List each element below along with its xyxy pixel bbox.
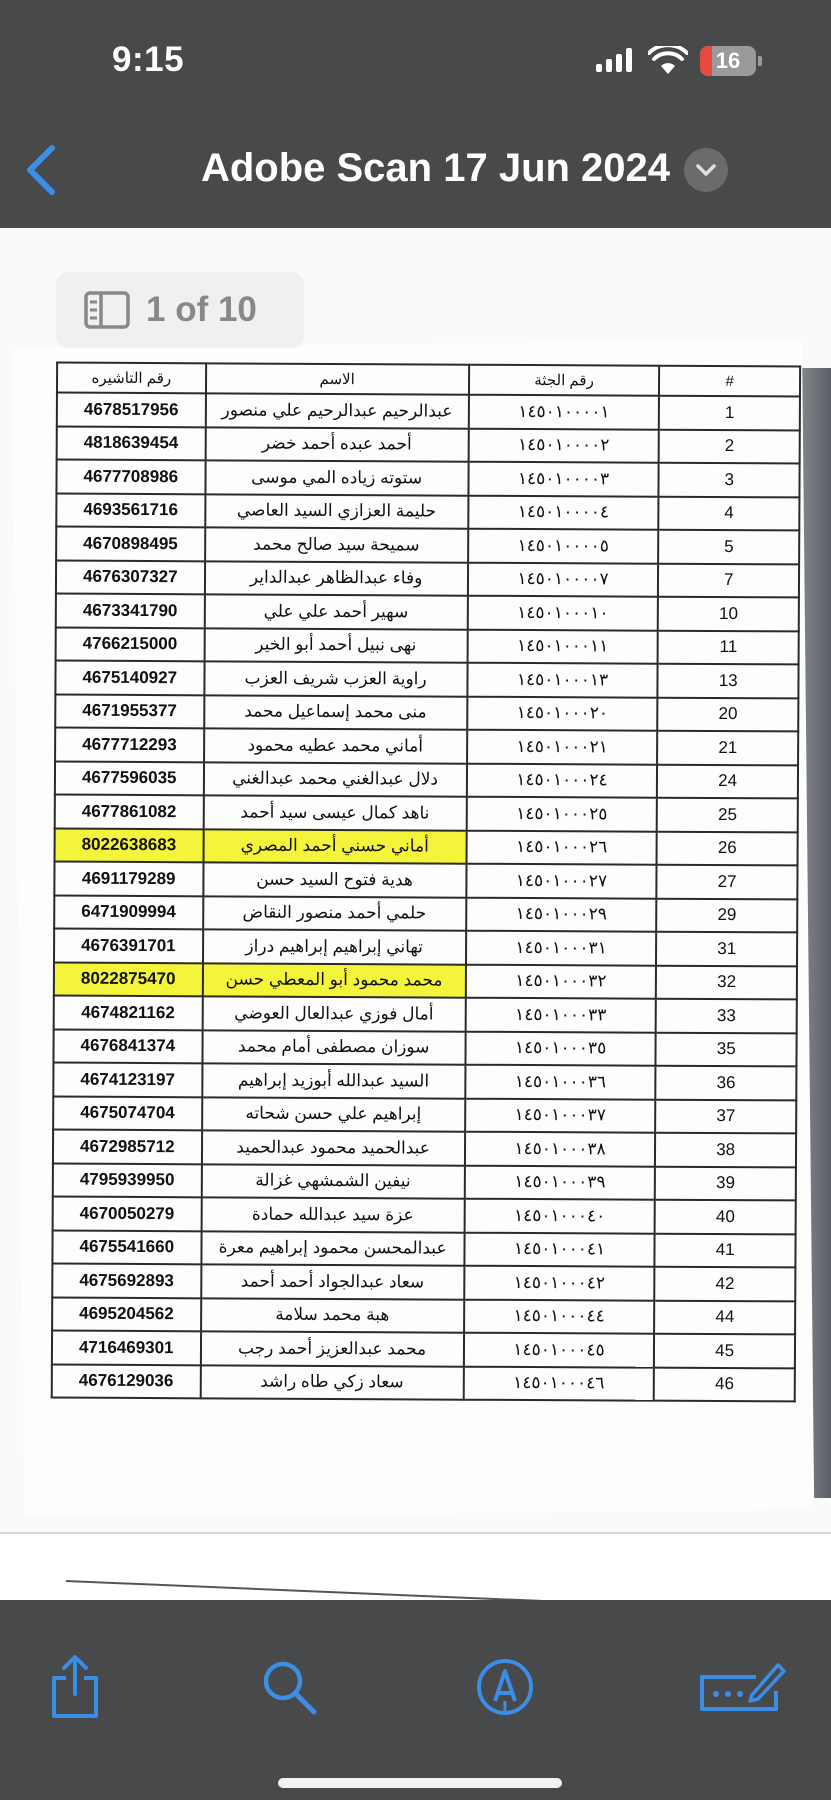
cell-body-number: ١٤٥٠١٠٠٠٣٧: [465, 1098, 656, 1132]
home-indicator[interactable]: [278, 1778, 562, 1788]
cell-tashira: 4818639454: [57, 426, 206, 460]
cell-name: أماني حسني أحمد المصري: [203, 829, 466, 864]
sidebar-toggle-icon: [84, 291, 130, 329]
cell-body-number: ١٤٥٠١٠٠٠٣٢: [465, 964, 656, 998]
share-icon: [48, 1654, 102, 1720]
cell-name: نيفين الشمشهي غزالة: [201, 1164, 464, 1199]
signal-icon: [596, 48, 632, 72]
cell-tashira: 4675541660: [52, 1230, 201, 1264]
cell-tashira: 4677712293: [55, 728, 204, 762]
cell-index: 46: [654, 1367, 795, 1401]
cell-name: محمد عبدالعزيز أحمد رجب: [200, 1331, 463, 1366]
cell-index: 21: [657, 731, 798, 765]
table-row: [52, 1264, 795, 1301]
cell-name: سميحة سيد صالح محمد: [205, 527, 468, 562]
cell-index: 32: [656, 965, 797, 999]
cell-tashira: 4691179289: [54, 862, 203, 896]
document-page-view[interactable]: [0, 228, 831, 1532]
cell-index: 27: [657, 865, 798, 899]
table-row: [56, 560, 799, 597]
cell-index: 2: [659, 429, 800, 463]
status-time: 9:15: [112, 40, 185, 79]
cell-index: 11: [658, 630, 799, 664]
cell-body-number: ١٤٥٠١٠٠٠٢١: [467, 730, 658, 764]
battery-level: 16: [715, 48, 741, 73]
table-row: [52, 1331, 795, 1368]
cell-index: 3: [659, 463, 800, 497]
cell-tashira: 4716469301: [52, 1331, 201, 1365]
cell-body-number: ١٤٥٠١٠٠٠٤٤: [464, 1299, 655, 1333]
table-row: [54, 895, 797, 932]
table-row: [54, 929, 797, 966]
cell-index: 45: [654, 1334, 795, 1368]
table-row: [52, 1297, 795, 1334]
cell-body-number: ١٤٥٠١٠٠٠٢٥: [466, 797, 657, 831]
cell-body-number: ١٤٥٠١٠٠٠١٠: [467, 596, 658, 630]
cell-name: أماني محمد عطيه محمود: [204, 728, 467, 763]
cell-index: 31: [656, 932, 797, 966]
cell-tashira: 4670050279: [53, 1197, 202, 1231]
cell-name: أحمد عبده أحمد خضر: [205, 427, 468, 462]
page-indicator-label: 1 of 10: [146, 290, 257, 329]
cell-index: 26: [657, 831, 798, 865]
cell-body-number: ١٤٥٠١٠٠٠٤٥: [464, 1333, 655, 1367]
cell-index: 4: [659, 496, 800, 530]
document-title-text: Adobe Scan 17 Jun 2024: [200, 146, 671, 190]
cell-index: 33: [656, 999, 797, 1033]
cell-body-number: ١٤٥٠١٠٠٠٤٠: [464, 1199, 655, 1233]
table-row: [57, 393, 800, 430]
table-row: [54, 862, 797, 899]
cell-tashira: 4676391701: [54, 929, 203, 963]
cell-body-number: ١٤٥٠١٠٠٠٤١: [464, 1232, 655, 1266]
table-row: [52, 1364, 795, 1401]
cell-body-number: ١٤٥٠١٠٠٠٠٣: [468, 462, 659, 496]
cell-tashira: 4670898495: [56, 527, 205, 561]
cell-name: سوزان مصطفى أمام محمد: [202, 1030, 465, 1065]
cell-index: 24: [657, 764, 798, 798]
cell-tashira: 4675140927: [55, 661, 204, 695]
cell-name: ستوته زياده المي موسى: [205, 460, 468, 495]
header-body-number: رقم الجثة: [469, 365, 660, 396]
cell-body-number: ١٤٥٠١٠٠٠١١: [467, 629, 658, 663]
cell-index: 7: [658, 563, 799, 597]
table-row: [56, 527, 799, 564]
battery-cap: [758, 56, 762, 66]
cell-tashira: 4676307327: [56, 560, 205, 594]
table-row: [55, 661, 798, 698]
markup-icon: [475, 1657, 535, 1717]
table-row: [54, 996, 797, 1033]
scanned-page: [12, 340, 814, 1518]
table-row: [54, 962, 797, 999]
top-bar: [0, 0, 831, 228]
cell-name: أمال فوزي عبدالعال العوضي: [202, 996, 465, 1031]
cell-name: عبدالحميد محمود عبدالحميد: [202, 1130, 465, 1165]
cell-index: 44: [654, 1300, 795, 1334]
cell-index: 35: [656, 1032, 797, 1066]
cell-index: 38: [655, 1133, 796, 1167]
table-row: [53, 1163, 796, 1200]
header-tashira: رقم التاشيره: [57, 363, 206, 394]
search-icon: [259, 1657, 319, 1717]
table-row: [55, 694, 798, 731]
cell-name: هدية فتوح السيد حسن: [203, 862, 466, 897]
header-name: الاسم: [206, 363, 469, 394]
cell-tashira: 4673341790: [56, 594, 205, 628]
search-button[interactable]: [254, 1652, 324, 1722]
cell-body-number: ١٤٥٠١٠٠٠٢٦: [466, 830, 657, 864]
cell-body-number: ١٤٥٠١٠٠٠٠٢: [468, 428, 659, 462]
cell-name: هبة محمد سلامة: [201, 1298, 464, 1333]
page-indicator[interactable]: [56, 272, 304, 348]
cell-tashira: 4675074704: [53, 1096, 202, 1130]
cell-body-number: ١٤٥٠١٠٠٠٢٩: [466, 897, 657, 931]
table-row: [55, 728, 798, 765]
cell-body-number: ١٤٥٠١٠٠٠٠٤: [468, 495, 659, 529]
table-row: [56, 493, 799, 530]
cell-index: 20: [658, 697, 799, 731]
chevron-down-icon[interactable]: [684, 148, 728, 192]
cell-body-number: ١٤٥٠١٠٠٠٢٤: [467, 763, 658, 797]
cell-index: 37: [656, 1099, 797, 1133]
cell-name: عبدالرحيم عبدالرحيم علي منصور: [205, 393, 468, 428]
cell-name: سهير أحمد علي علي: [204, 594, 467, 629]
cell-tashira: 4676129036: [52, 1364, 201, 1398]
cell-index: 29: [657, 898, 798, 932]
cell-body-number: ١٤٥٠١٠٠٠٠٧: [468, 562, 659, 596]
cell-tashira: 4672985712: [53, 1130, 202, 1164]
table-row: [55, 761, 798, 798]
cell-name: عبدالمحسن محمود إبراهيم معرة: [201, 1231, 464, 1266]
cell-name: دلال عبدالغني محمد عبدالغني: [203, 762, 466, 797]
cell-index: 5: [659, 530, 800, 564]
cell-body-number: ١٤٥٠١٠٠٠٣٣: [465, 998, 656, 1032]
table-row: [53, 1130, 796, 1167]
cell-index: 41: [655, 1233, 796, 1267]
battery-icon: [700, 46, 756, 76]
header-index: #: [659, 366, 800, 397]
cell-tashira: 4678517956: [57, 393, 206, 427]
table-row: [55, 795, 798, 832]
cell-index: 10: [658, 597, 799, 631]
cell-tashira: 4674123197: [53, 1063, 202, 1097]
cell-tashira: 4693561716: [56, 493, 205, 527]
table-row: [56, 460, 799, 497]
fill-sign-button[interactable]: [696, 1652, 786, 1722]
cell-body-number: ١٤٥٠١٠٠٠٢٠: [467, 696, 658, 730]
cell-name: إبراهيم علي حسن شحاته: [202, 1097, 465, 1132]
cell-tashira: 8022638683: [55, 828, 204, 862]
cell-tashira: 8022875470: [54, 962, 203, 996]
cell-index: 39: [655, 1166, 796, 1200]
cell-index: 40: [655, 1200, 796, 1234]
cell-tashira: 4677596035: [55, 761, 204, 795]
table-header-row: [57, 363, 800, 397]
wifi-icon: [648, 46, 688, 76]
cell-name: راوية العزب شريف العزب: [204, 661, 467, 696]
share-button[interactable]: [40, 1652, 110, 1722]
cell-body-number: ١٤٥٠١٠٠٠٤٦: [463, 1366, 654, 1400]
table-row: [53, 1029, 796, 1066]
cell-tashira: 4795939950: [53, 1163, 202, 1197]
cell-tashira: 6471909994: [54, 895, 203, 929]
table-row: [55, 828, 798, 865]
cell-body-number: ١٤٥٠١٠٠٠٠٥: [468, 529, 659, 563]
fill-sign-icon: [696, 1657, 786, 1717]
cell-body-number: ١٤٥٠١٠٠٠٠١: [468, 395, 659, 429]
cell-body-number: ١٤٥٠١٠٠٠٣٩: [464, 1165, 655, 1199]
cell-body-number: ١٤٥٠١٠٠٠٢٧: [466, 864, 657, 898]
cell-index: 13: [658, 664, 799, 698]
cell-tashira: 4675692893: [52, 1264, 201, 1298]
cell-name: عزة سيد عبدالله حمادة: [201, 1197, 464, 1232]
cell-tashira: 4695204562: [52, 1297, 201, 1331]
cell-index: 25: [657, 798, 798, 832]
cell-name: حلمي أحمد منصور النقاض: [203, 896, 466, 931]
cell-name: سعاد زكي طاه راشد: [200, 1365, 463, 1400]
cell-tashira: 4671955377: [55, 694, 204, 728]
roster-table: [51, 362, 801, 1403]
cell-body-number: ١٤٥٠١٠٠٠٣١: [466, 931, 657, 965]
cell-name: سعاد عبدالجواد أحمد أحمد: [201, 1264, 464, 1299]
roster-body: [52, 393, 800, 1402]
markup-button[interactable]: [470, 1652, 540, 1722]
cell-index: 1: [659, 396, 800, 430]
cell-body-number: ١٤٥٠١٠٠٠٣٥: [465, 1031, 656, 1065]
table-row: [53, 1063, 796, 1100]
cell-name: منى محمد إسماعيل محمد: [204, 695, 467, 730]
cell-index: 36: [656, 1066, 797, 1100]
cell-tashira: 4766215000: [56, 627, 205, 661]
table-row: [57, 426, 800, 463]
cell-name: ناهد كمال عيسى سيد أحمد: [203, 795, 466, 830]
bottom-toolbar: [0, 1600, 831, 1800]
cell-tashira: 4677708986: [56, 460, 205, 494]
cell-name: وفاء عبدالظاهر عبدالداير: [205, 561, 468, 596]
cell-name: السيد عبدالله أبوزيد إبراهيم: [202, 1063, 465, 1098]
cell-name: محمد محمود أبو المعطي حسن: [202, 963, 465, 998]
cell-name: حليمة العزازي السيد العاصي: [205, 494, 468, 529]
cell-body-number: ١٤٥٠١٠٠٠٤٢: [464, 1266, 655, 1300]
cell-body-number: ١٤٥٠١٠٠٠١٣: [467, 663, 658, 697]
cell-body-number: ١٤٥٠١٠٠٠٣٦: [465, 1065, 656, 1099]
cell-tashira: 4676841374: [53, 1029, 202, 1063]
table-row: [53, 1197, 796, 1234]
cell-name: تهاني إبراهيم إبراهيم دراز: [203, 929, 466, 964]
cell-name: نهى نبيل أحمد أبو الخير: [204, 628, 467, 663]
next-page-preview[interactable]: [0, 1534, 831, 1600]
cell-tashira: 4677861082: [55, 795, 204, 829]
table-row: [52, 1230, 795, 1267]
table-row: [53, 1096, 796, 1133]
cell-tashira: 4674821162: [54, 996, 203, 1030]
cell-index: 42: [655, 1267, 796, 1301]
table-row: [56, 627, 799, 664]
cell-body-number: ١٤٥٠١٠٠٠٣٨: [465, 1132, 656, 1166]
table-row: [56, 594, 799, 631]
